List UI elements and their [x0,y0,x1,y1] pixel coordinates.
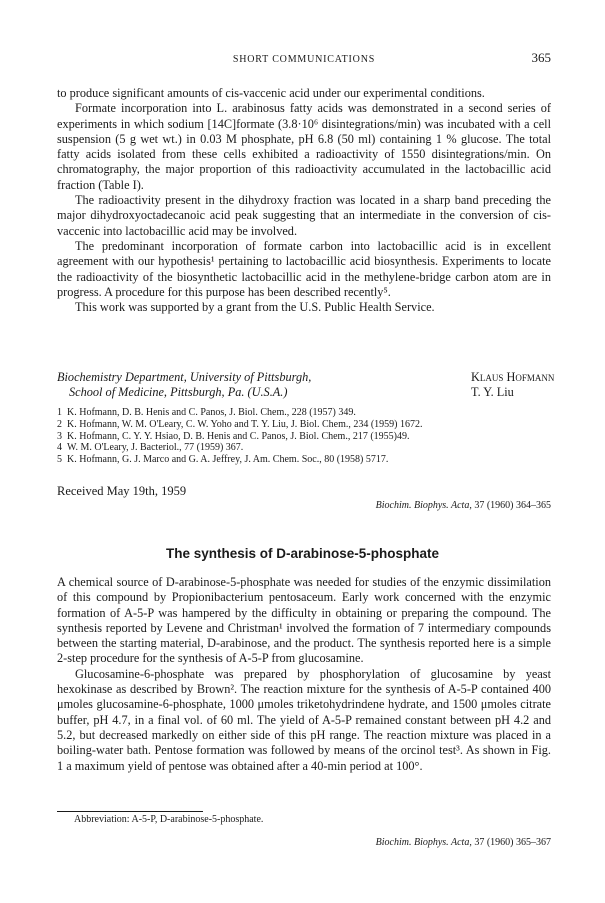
affiliation-line-1: Biochemistry Department, University of Pittsburgh, [57,370,312,384]
article1-paragraph-1: to produce significant amounts of cis-vaccenic acid under our experimental conditions. [57,86,485,100]
reference-item: 1 K. Hofmann, D. B. Henis and C. Panos, J. Biol. Chem., 228 (1957) 349. [57,407,356,418]
reference-item: 2 K. Hofmann, W. M. O'Leary, C. W. Yoho and T. Y. Liu, J. Biol. Chem., 234 (1959) 1672. [57,418,423,430]
article2-body [57,575,551,774]
article1-paragraph-4: The predominant incorporation of formate carbon into lactobacillic acid is in excellent agreement with our hypothesis¹ pertaining to lactobacillic acid biosynthesis. Experiments to locate the radioactivity of the biosynthetic lactobacillic acid in the methylene-bridge carbon atom are in progress. A procedure for this purpose has been described recently⁵. [57,238,551,299]
affiliation-line-2: School of Medicine, Pittsburgh, Pa. (U.S.A.) [69,385,288,400]
article2-title: The synthesis of D-arabinose-5-phosphate [165,546,440,561]
author-name-2: T. Y. Liu [471,385,514,400]
article2-citation-journal: Biochim. Biophys. Acta, [375,837,472,848]
article1-citation-volume: 37 (1960) 364–365 [474,500,551,511]
article1-citation [376,498,551,513]
reference-list [57,407,551,466]
received-date: Received May 19th, 1959 [57,484,187,498]
page-number: 365 [531,50,551,65]
reference-item: 4 W. M. O'Leary, J. Bacteriol., 77 (1959) 367. [57,442,244,454]
article1-paragraph-2: Formate incorporation into L. arabinosus fatty acids was demonstrated in a second series of experiments in which sodium [14C]formate (3.8·10⁶ disintegrations/min) was incubated with a cell suspension (5 g wet wt.) in 0.03 M phosphate, pH 6.8 (50 ml) containing 1 % glucose. The total fatty acids isolated from these cells exhibited a radioactivity of 1550 disintegrations/min. On chromatography, the major proportion of this radioactivity accumulated in the lactobacillic acid fraction (Table I). [57,101,551,192]
reference-item: 3 K. Hofmann, C. Y. Y. Hsiao, D. B. Henis and C. Panos, J. Biol. Chem., 217 (1955)49. [57,430,410,442]
reference-item: 5 K. Hofmann, G. J. Marco and G. A. Jeffrey, J. Am. Chem. Soc., 80 (1958) 5717. [57,454,389,466]
article2-paragraph-2: Glucosamine-6-phosphate was prepared by phosphorylation of glucosamine by yeast hexokinase as described by Brown². The reaction mixture for the synthesis of A-5-P contained 400 μmoles glucosamine-6-phosphate, 1000 μmoles triketohydrindene hydrate, and 1500 μmoles citrate buffer, pH 4.7, in a final vol. of 60 ml. The yield of A-5-P remained constant between pH 4.2 and 5.2, but decreased markedly on either side of this pH range. The reaction mixture was placed in a boiling-water bath. Pentose formation was followed by means of the orcinol test³. As shown in Fig. 1 a maximum yield of pentose was obtained after a 40-min period at 100°. [57,666,551,773]
author-name-1: Klaus Hofmann [471,370,555,384]
running-header-title: SHORT COMMUNICATIONS [232,54,376,65]
article2-citation [376,835,551,850]
running-header [57,52,551,68]
article1-paragraph-5: This work was supported by a grant from the U.S. Public Health Service. [75,300,435,315]
abbreviation-footnote: Abbreviation: A-5-P, D-arabinose-5-phosphate. [74,814,264,825]
article1-citation-journal: Biochim. Biophys. Acta, [375,500,472,511]
article2-citation-volume: 37 (1960) 365–367 [474,837,551,848]
author-affiliation-block [57,370,555,401]
article2-paragraph-1: A chemical source of D-arabinose-5-phosphate was needed for studies of the enzymic dissimilation of this compound by Propionibacterium pentosaceum. Early work concerned with the enzymic formation of A-5-P was hampered by the difficulty in obtaining or preparing the compound. The synthesis reported by Levene and Christman¹ involved the formation of 7 intermediary compounds between the starting material, D-arabinose, and the product. The synthesis reported here is a simple 2-step procedure for the synthesis of A-5-P from glucosamine. [57,575,551,666]
article1-paragraph-3: The radioactivity present in the dihydroxy fraction was located in a sharp band preceding the major dihydroxyoctadecanoic acid peak suggesting that an intermediate in the conversion of cis-vaccenic into lactobacillic acid may be involved. [57,193,551,238]
article1-body [57,86,551,315]
